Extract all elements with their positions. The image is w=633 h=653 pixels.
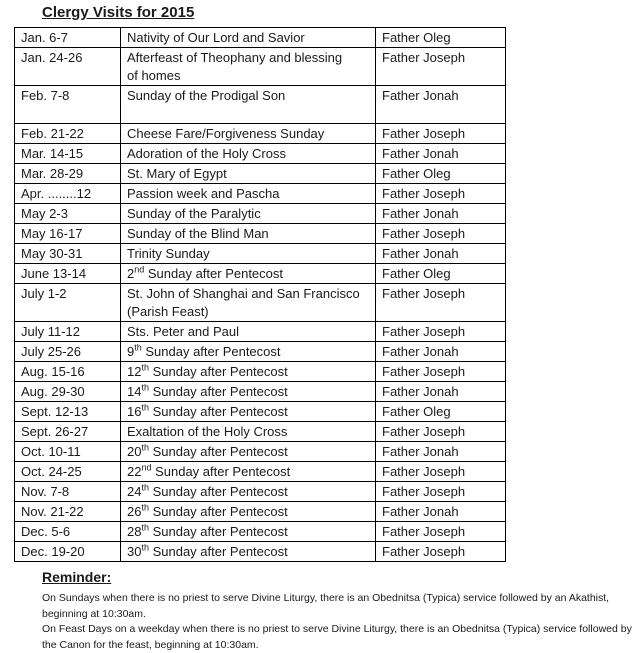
table-body — [15, 28, 506, 562]
priest-cell: Father Jonah — [376, 342, 506, 362]
table-row — [15, 184, 506, 204]
priest-cell: Father Oleg — [376, 164, 506, 184]
table-row — [15, 382, 506, 402]
event-cell: Sts. Peter and Paul — [121, 322, 376, 342]
date-cell: Aug. 29-30 — [15, 382, 121, 402]
event-cell: Exaltation of the Holy Cross — [121, 422, 376, 442]
table-row — [15, 362, 506, 382]
page-title: Clergy Visits for 2015 — [42, 4, 633, 21]
priest-cell: Father Jonah — [376, 86, 506, 124]
date-cell: July 1-2 — [15, 284, 121, 322]
priest-cell: Father Jonah — [376, 442, 506, 462]
ordinal-superscript: th — [141, 443, 149, 453]
event-cell: Cheese Fare/Forgiveness Sunday — [121, 124, 376, 144]
event-cell: 28th Sunday after Pentecost — [121, 522, 376, 542]
date-cell: Nov. 21-22 — [15, 502, 121, 522]
date-cell: July 25-26 — [15, 342, 121, 362]
date-cell: June 13-14 — [15, 264, 121, 284]
table-row — [15, 204, 506, 224]
table-row — [15, 502, 506, 522]
ordinal-superscript: nd — [141, 463, 151, 473]
ordinal-superscript: th — [141, 523, 149, 533]
event-cell: Trinity Sunday — [121, 244, 376, 264]
event-cell: 24th Sunday after Pentecost — [121, 482, 376, 502]
date-cell: Dec. 19-20 — [15, 542, 121, 562]
priest-cell: Father Jonah — [376, 502, 506, 522]
reminder-section — [14, 569, 633, 653]
table-row — [15, 124, 506, 144]
table-row — [15, 86, 506, 124]
priest-cell: Father Oleg — [376, 28, 506, 48]
date-cell: May 30-31 — [15, 244, 121, 264]
priest-cell: Father Joseph — [376, 542, 506, 562]
event-cell: St. John of Shanghai and San Francisco (Parish Feast) — [121, 284, 376, 322]
table-row — [15, 264, 506, 284]
reminder-line: beginning at 10:30am. — [42, 607, 633, 623]
date-cell: Jan. 24-26 — [15, 48, 121, 86]
ordinal-superscript: th — [141, 383, 149, 393]
date-cell: Oct. 10-11 — [15, 442, 121, 462]
ordinal-superscript: th — [141, 543, 149, 553]
priest-cell: Father Joseph — [376, 322, 506, 342]
event-cell: Nativity of Our Lord and Savior — [121, 28, 376, 48]
event-cell: 9th Sunday after Pentecost — [121, 342, 376, 362]
event-cell: 20th Sunday after Pentecost — [121, 442, 376, 462]
priest-cell: Father Joseph — [376, 124, 506, 144]
reminder-line: On Feast Days on a weekday when there is no priest to serve Divine Liturgy, there is an Obednitsa (Typica) service followed by — [42, 622, 633, 638]
priest-cell: Father Oleg — [376, 402, 506, 422]
event-cell: 26th Sunday after Pentecost — [121, 502, 376, 522]
event-cell: St. Mary of Egypt — [121, 164, 376, 184]
date-cell: Sept. 12-13 — [15, 402, 121, 422]
table-row — [15, 482, 506, 502]
priest-cell: Father Joseph — [376, 462, 506, 482]
table-row — [15, 402, 506, 422]
priest-cell: Father Joseph — [376, 482, 506, 502]
event-cell: 16th Sunday after Pentecost — [121, 402, 376, 422]
event-cell: Passion week and Pascha — [121, 184, 376, 204]
ordinal-superscript: nd — [134, 265, 144, 275]
date-cell: May 16-17 — [15, 224, 121, 244]
date-cell: Nov. 7-8 — [15, 482, 121, 502]
event-cell: Adoration of the Holy Cross — [121, 144, 376, 164]
ordinal-superscript: th — [141, 483, 149, 493]
priest-cell: Father Jonah — [376, 382, 506, 402]
date-cell: Mar. 14-15 — [15, 144, 121, 164]
date-cell: Mar. 28-29 — [15, 164, 121, 184]
priest-cell: Father Jonah — [376, 144, 506, 164]
table-row — [15, 322, 506, 342]
date-cell: Aug. 15-16 — [15, 362, 121, 382]
reminder-text — [14, 591, 633, 653]
reminder-line: the Canon for the feast, beginning at 10:30am. — [42, 638, 633, 653]
table-row — [15, 542, 506, 562]
date-cell: Oct. 24-25 — [15, 462, 121, 482]
event-cell: Sunday of the Blind Man — [121, 224, 376, 244]
table-row — [15, 48, 506, 86]
date-cell: Sept. 26-27 — [15, 422, 121, 442]
ordinal-superscript: th — [141, 403, 149, 413]
reminder-heading: Reminder: — [42, 569, 633, 585]
event-cell: 14th Sunday after Pentecost — [121, 382, 376, 402]
priest-cell: Father Joseph — [376, 48, 506, 86]
event-cell: 12th Sunday after Pentecost — [121, 362, 376, 382]
priest-cell: Father Joseph — [376, 184, 506, 204]
date-cell: July 11-12 — [15, 322, 121, 342]
table-row — [15, 144, 506, 164]
event-cell: 22nd Sunday after Pentecost — [121, 462, 376, 482]
table-row — [15, 224, 506, 244]
clergy-visits-table — [14, 27, 506, 562]
event-cell: Sunday of the Paralytic — [121, 204, 376, 224]
date-cell: May 2-3 — [15, 204, 121, 224]
ordinal-superscript: th — [134, 343, 142, 353]
reminder-line: On Sundays when there is no priest to serve Divine Liturgy, there is an Obednitsa (Typica) service followed by an Akathist, — [42, 591, 633, 607]
priest-cell: Father Joseph — [376, 522, 506, 542]
date-cell: Feb. 7-8 — [15, 86, 121, 124]
priest-cell: Father Jonah — [376, 204, 506, 224]
event-cell: Sunday of the Prodigal Son — [121, 86, 376, 124]
priest-cell: Father Joseph — [376, 284, 506, 322]
date-cell: Dec. 5-6 — [15, 522, 121, 542]
event-cell: Afterfeast of Theophany and blessing of homes — [121, 48, 376, 86]
priest-cell: Father Jonah — [376, 244, 506, 264]
date-cell: Apr. ........12 — [15, 184, 121, 204]
event-cell: 30th Sunday after Pentecost — [121, 542, 376, 562]
date-cell: Jan. 6-7 — [15, 28, 121, 48]
table-row — [15, 522, 506, 542]
table-row — [15, 422, 506, 442]
table-row — [15, 442, 506, 462]
priest-cell: Father Joseph — [376, 422, 506, 442]
priest-cell: Father Joseph — [376, 362, 506, 382]
table-row — [15, 28, 506, 48]
table-row — [15, 164, 506, 184]
table-row — [15, 284, 506, 322]
priest-cell: Father Joseph — [376, 224, 506, 244]
table-row — [15, 244, 506, 264]
table-row — [15, 342, 506, 362]
ordinal-superscript: th — [141, 363, 149, 373]
ordinal-superscript: th — [141, 503, 149, 513]
date-cell: Feb. 21-22 — [15, 124, 121, 144]
priest-cell: Father Oleg — [376, 264, 506, 284]
table-row — [15, 462, 506, 482]
event-cell: 2nd Sunday after Pentecost — [121, 264, 376, 284]
